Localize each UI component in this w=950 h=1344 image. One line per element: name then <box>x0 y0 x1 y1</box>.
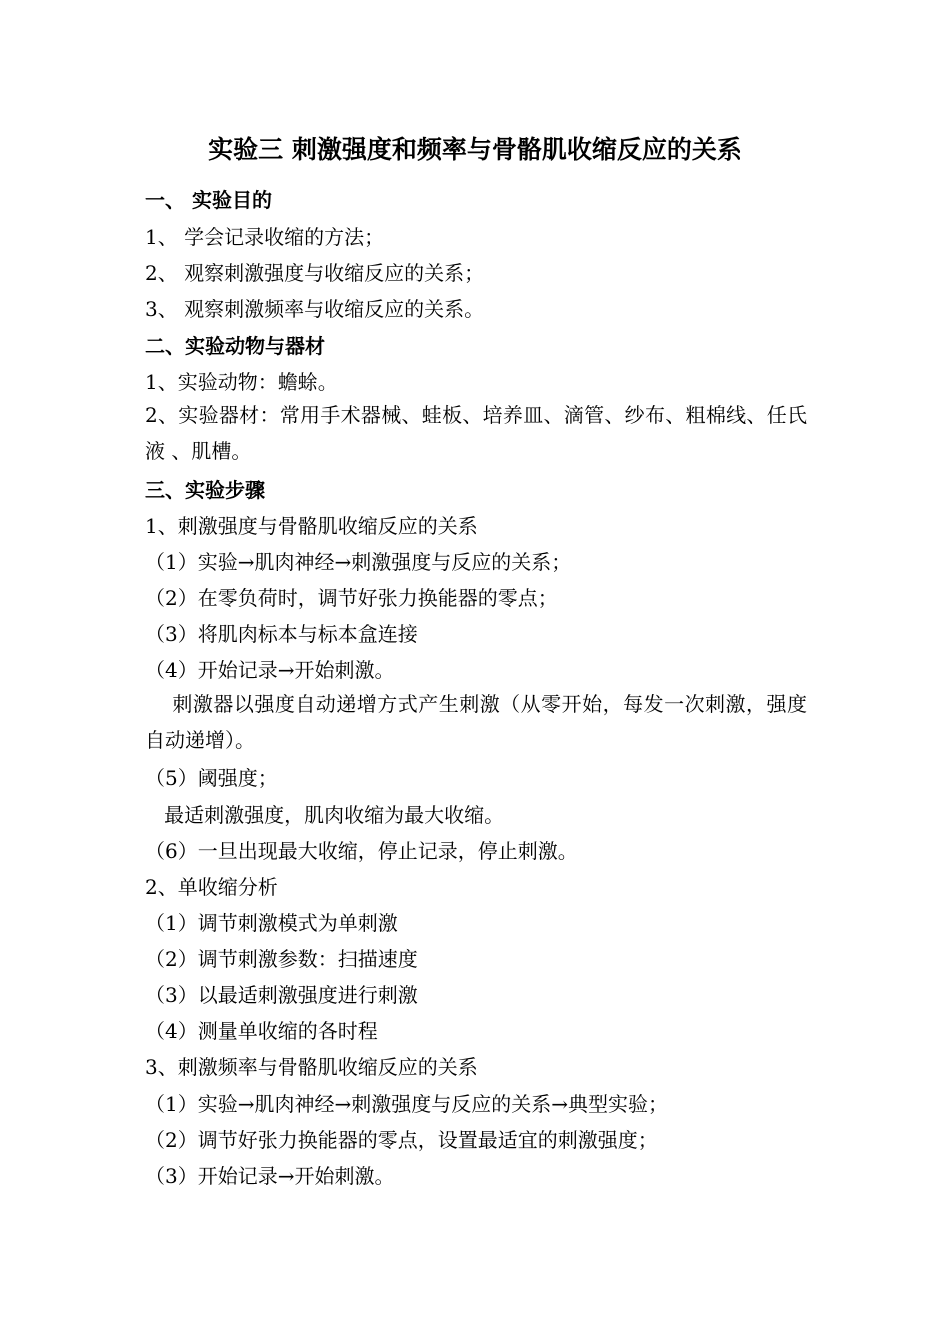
part3-heading: 3、刺激频率与骨骼肌收缩反应的关系 <box>145 1055 478 1079</box>
part1-step-6: （6）一旦出现最大收缩，停止记录，停止刺激。 <box>145 839 578 863</box>
part1-step-1: （1）实验→肌肉神经→刺激强度与反应的关系； <box>145 550 572 574</box>
part1-step-5: （5）阈强度； <box>145 766 278 790</box>
part1-step-5-note: 最适刺激强度，肌肉收缩为最大收缩。 <box>145 803 505 827</box>
purpose-item-3: 3、 观察刺激频率与收缩反应的关系。 <box>145 297 485 321</box>
part1-step-4: （4）开始记录→开始刺激。 <box>145 658 395 682</box>
part3-step-3: （3）开始记录→开始刺激。 <box>145 1164 395 1188</box>
document-title: 实验三 刺激强度和频率与骨骼肌收缩反应的关系 <box>208 135 742 164</box>
part2-heading: 2、单收缩分析 <box>145 875 278 899</box>
part1-note: 刺激器以强度自动递增方式产生刺激（从零开始，每发一次刺激，强度自动递增）。 <box>145 692 808 752</box>
part1-step-3: （3）将肌肉标本与标本盒连接 <box>145 622 418 646</box>
part2-step-4: （4）测量单收缩的各时程 <box>145 1019 378 1043</box>
part1-step-2: （2）在零负荷时，调节好张力换能器的零点； <box>145 586 558 610</box>
part2-step-3: （3）以最适刺激强度进行刺激 <box>145 983 418 1007</box>
part3-step-1: （1）实验→肌肉神经→刺激强度与反应的关系→典型实验； <box>145 1092 668 1116</box>
materials-item-2: 2、实验器材：常用手术器械、蛙板、培养皿、滴管、纱布、粗棉线、任氏液 、肌槽。 <box>145 403 807 463</box>
part3-step-2: （2）调节好张力换能器的零点，设置最适宜的刺激强度； <box>145 1128 658 1152</box>
materials-item-1: 1、实验动物：蟾蜍。 <box>145 370 338 394</box>
section-heading-steps: 三、实验步骤 <box>145 478 265 502</box>
part2-step-1: （1）调节刺激模式为单刺激 <box>145 911 398 935</box>
section-heading-purpose: 一、 实验目的 <box>145 188 272 212</box>
purpose-item-2: 2、 观察刺激强度与收缩反应的关系； <box>145 261 485 285</box>
part2-step-2: （2）调节刺激参数：扫描速度 <box>145 947 418 971</box>
section-heading-materials: 二、实验动物与器材 <box>145 334 325 358</box>
purpose-item-1: 1、 学会记录收缩的方法； <box>145 225 385 249</box>
part1-heading: 1、刺激强度与骨骼肌收缩反应的关系 <box>145 514 478 538</box>
